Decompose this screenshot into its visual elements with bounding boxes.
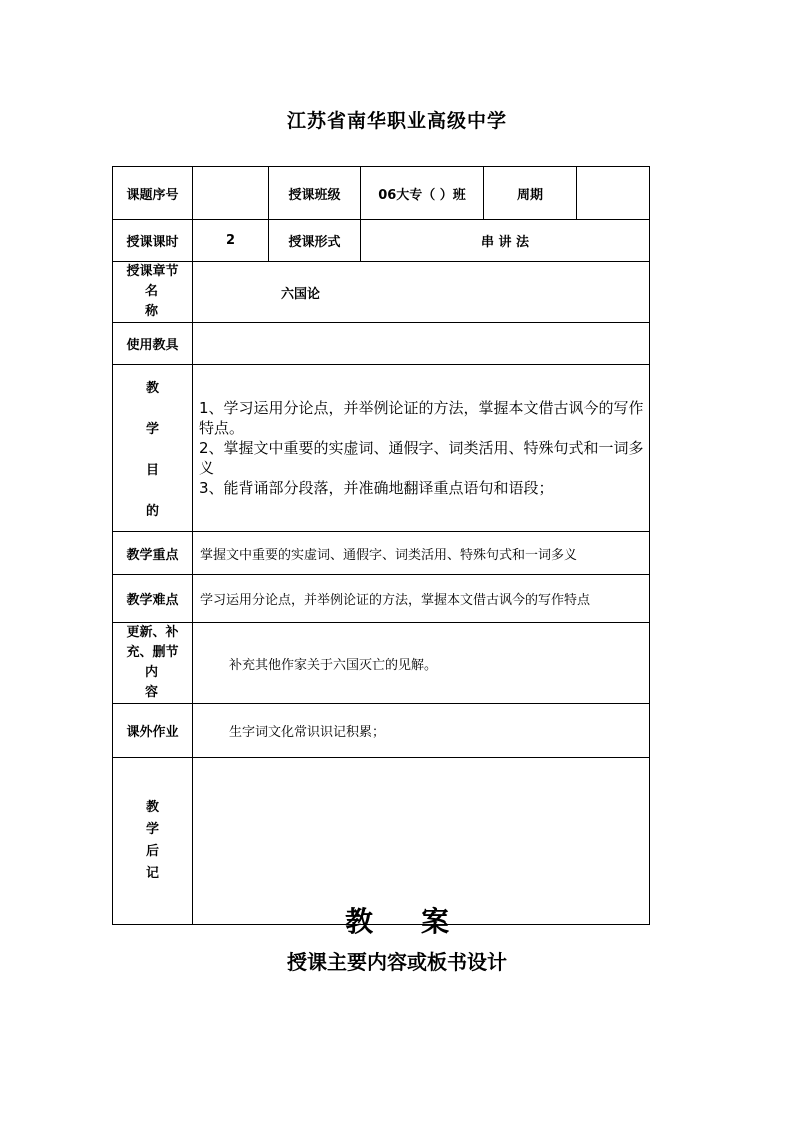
difficulty-value: 学习运用分论点，并举例论证的方法，掌握本文借古讽今的写作特点 [193, 575, 650, 623]
update-value: 补充其他作家关于六国灭亡的见解。 [193, 623, 650, 704]
notes-label-char: 记 [145, 866, 159, 881]
update-label [113, 623, 193, 704]
table-row [113, 532, 650, 575]
goals-label-char: 的 [145, 504, 159, 519]
chapter-label-char: 名 [144, 284, 158, 299]
goals-label-char: 目 [145, 463, 159, 478]
goals-label-char: 学 [145, 422, 159, 437]
goal-item: 1、学习运用分论点，并举例论证的方法，掌握本文借古讽今的写作特点。 [199, 399, 644, 437]
update-label-char: 内 [144, 665, 158, 680]
table-row [113, 323, 650, 365]
hours-label: 授课课时 [113, 220, 193, 262]
update-label-line: 充、删节 [126, 645, 179, 660]
topic-no-label: 课题序号 [113, 167, 193, 220]
difficulty-label: 教学难点 [113, 575, 193, 623]
chapter-label [113, 262, 193, 323]
table-row [113, 623, 650, 704]
goals-label [113, 365, 193, 532]
lesson-plan-table [112, 166, 650, 925]
week-label: 周期 [484, 167, 577, 220]
homework-label: 课外作业 [113, 704, 193, 758]
table-row [113, 365, 650, 532]
goal-item: 3、能背诵部分段落，并准确地翻译重点语句和语段； [199, 479, 554, 497]
goals-list [193, 365, 650, 532]
tools-value [193, 323, 650, 365]
chapter-label-char: 称 [144, 304, 158, 319]
chapter-value: 六国论 [193, 262, 650, 323]
tools-label: 使用教具 [113, 323, 193, 365]
update-label-char: 容 [144, 685, 158, 700]
class-label: 授课班级 [269, 167, 361, 220]
chapter-label-line1: 授课章节 [126, 264, 179, 279]
table-row [113, 262, 650, 323]
notes-label-char: 后 [145, 844, 159, 859]
school-title: 江苏省南华职业高级中学 [286, 110, 507, 132]
table-row [113, 167, 650, 220]
update-label-line [113, 663, 192, 703]
table-row [113, 220, 650, 262]
form-label: 授课形式 [269, 220, 361, 262]
week-value [577, 167, 650, 220]
key-points-value: 掌握文中重要的实虚词、通假字、词类活用、特殊句式和一词多义 [193, 532, 650, 575]
form-value: 串 讲 法 [361, 220, 650, 262]
goal-item: 2、掌握文中重要的实虚词、通假字、词类活用、特殊句式和一词多义 [199, 439, 644, 477]
goals-label-char: 教 [145, 381, 159, 396]
hours-value: 2 [193, 220, 269, 262]
table-row [113, 704, 650, 758]
lesson-plan-title: 教案 [344, 905, 497, 938]
topic-no-value [193, 167, 269, 220]
table-row [113, 575, 650, 623]
board-design-subtitle: 授课主要内容或板书设计 [287, 950, 507, 974]
notes-label-char: 教 [145, 800, 159, 815]
class-value: 06大专（ ）班 [361, 167, 484, 220]
homework-value: 生字词文化常识识记积累； [193, 704, 650, 758]
key-points-label: 教学重点 [113, 532, 193, 575]
update-label-line: 更新、补 [126, 625, 179, 640]
chapter-label-line2 [113, 282, 192, 322]
notes-label-char: 学 [145, 822, 159, 837]
